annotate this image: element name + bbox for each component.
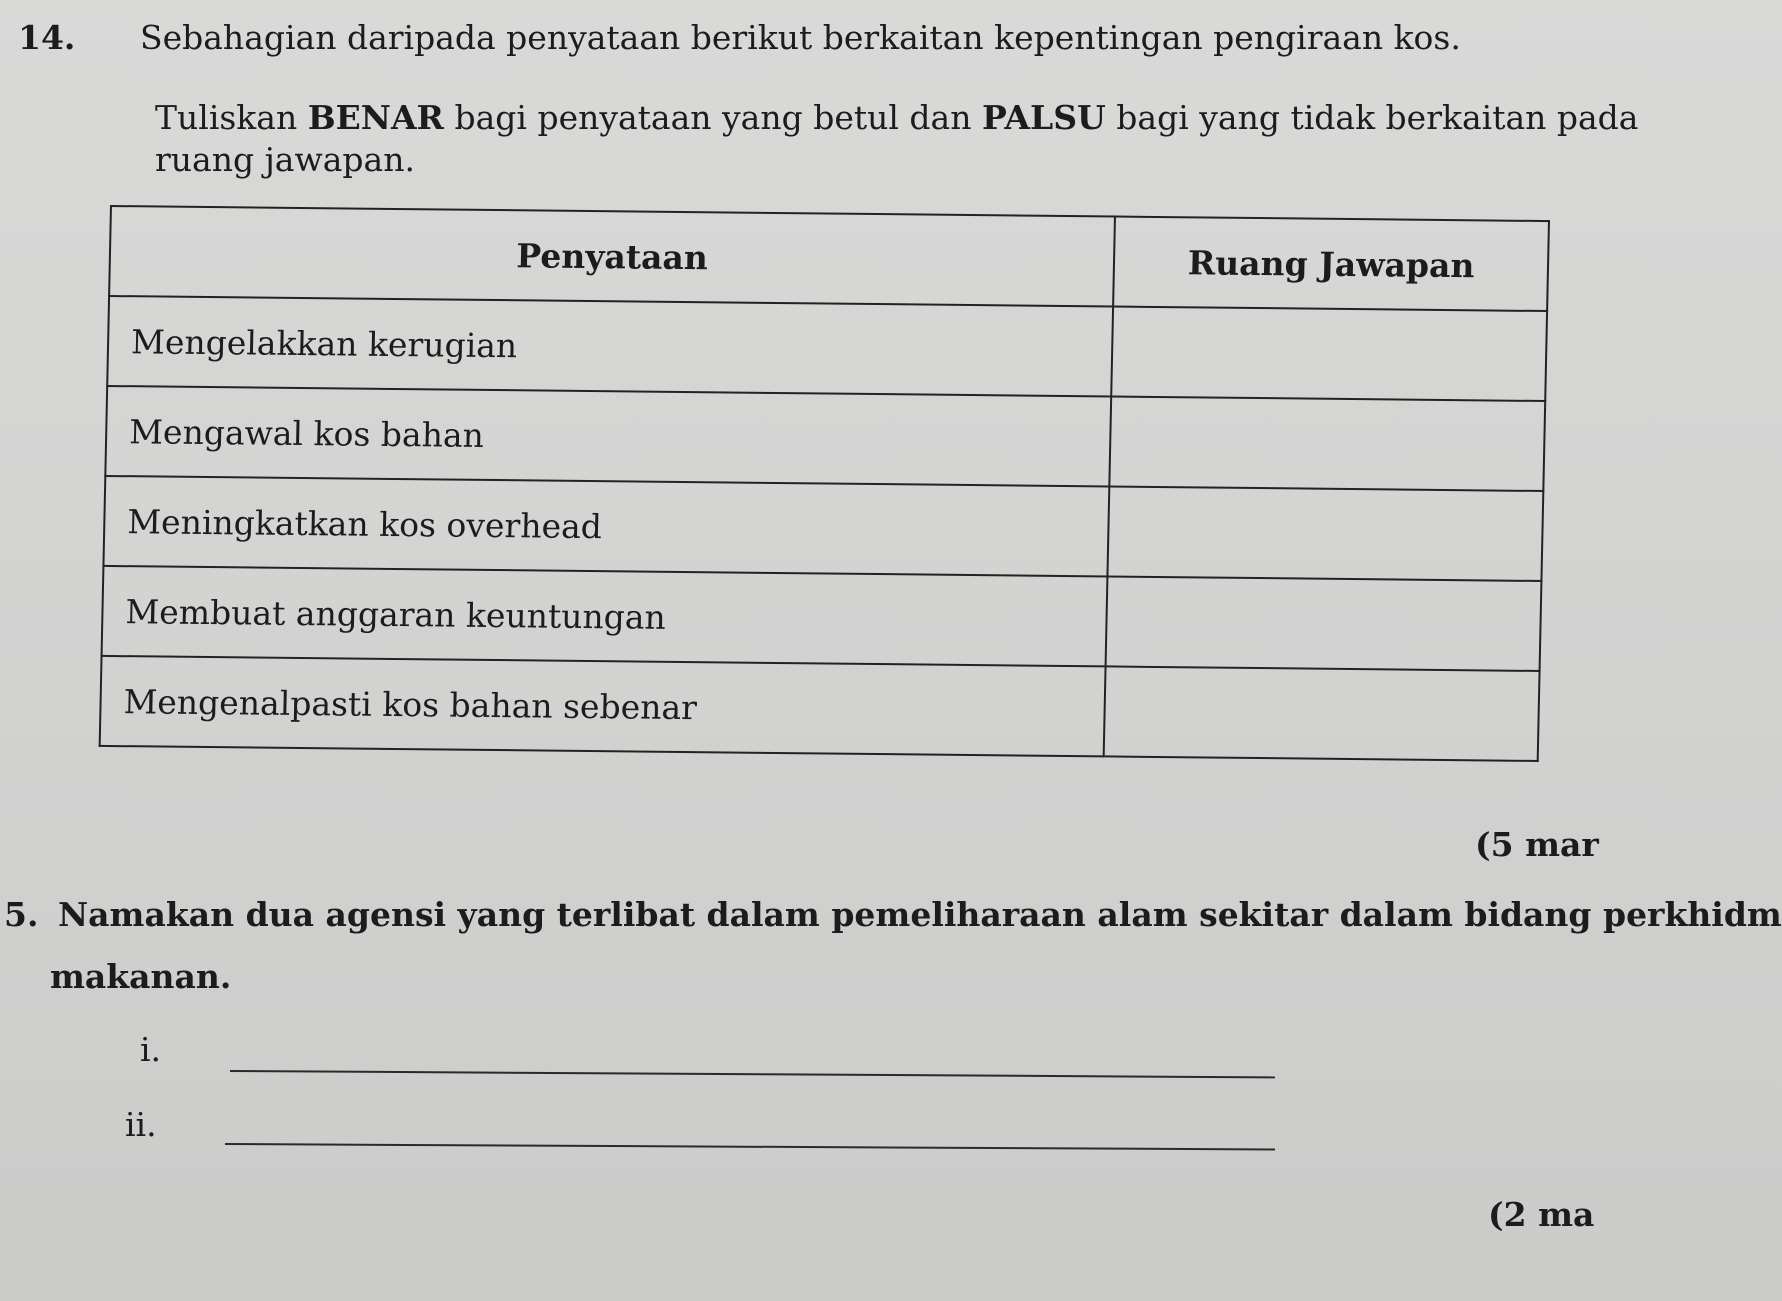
instruction-text-3: bagi yang tidak berkaitan pada (1105, 98, 1639, 137)
table-row (103, 476, 1543, 581)
question-14-number: 14. (18, 18, 76, 57)
answer-cell[interactable] (1111, 307, 1547, 402)
answer-cell[interactable] (1104, 666, 1540, 761)
header-statement: Penyataan (109, 206, 1115, 306)
question-15-stem: Namakan dua agensi yang terlibat dalam pemeliharaan alam sekitar dalam bidang perkhidm (58, 895, 1782, 934)
table-row (102, 566, 1542, 671)
question-14-instruction (155, 98, 1639, 137)
answer-item-label: i. (140, 1030, 162, 1069)
statement-cell: Meningkatkan kos overhead (103, 476, 1109, 576)
question-15-marks: (2 ma (1488, 1195, 1595, 1234)
statement-table (99, 205, 1550, 762)
instruction-text-1: Tuliskan (155, 98, 308, 137)
answer-cell[interactable] (1106, 576, 1542, 671)
table-row (100, 656, 1540, 761)
question-14-marks: (5 mar (1475, 825, 1599, 864)
question-14-instruction-line2: ruang jawapan. (155, 140, 415, 179)
answer-cell[interactable] (1108, 486, 1544, 581)
table-row (105, 386, 1545, 491)
question-15-stem-line2: makanan. (50, 957, 232, 996)
statement-cell: Membuat anggaran keuntungan (102, 566, 1108, 666)
answer-item-label: ii. (125, 1105, 157, 1144)
answer-blank-line[interactable] (230, 1070, 1275, 1078)
instruction-true-keyword: BENAR (307, 98, 444, 137)
statement-cell: Mengenalpasti kos bahan sebenar (100, 656, 1106, 756)
instruction-false-keyword: PALSU (981, 98, 1106, 137)
table-header-row (109, 206, 1549, 311)
question-14-stem: Sebahagian daripada penyataan berikut berkaitan kepentingan pengiraan kos. (140, 18, 1461, 57)
question-15-number: 5. (4, 895, 39, 934)
statement-cell: Mengawal kos bahan (105, 386, 1111, 486)
statement-cell: Mengelakkan kerugian (107, 296, 1113, 396)
header-answer-space: Ruang Jawapan (1113, 217, 1549, 312)
instruction-text-2: bagi penyataan yang betul dan (443, 98, 982, 137)
answer-blank-line[interactable] (225, 1143, 1275, 1150)
answer-cell[interactable] (1110, 396, 1546, 491)
table-row (107, 296, 1547, 401)
